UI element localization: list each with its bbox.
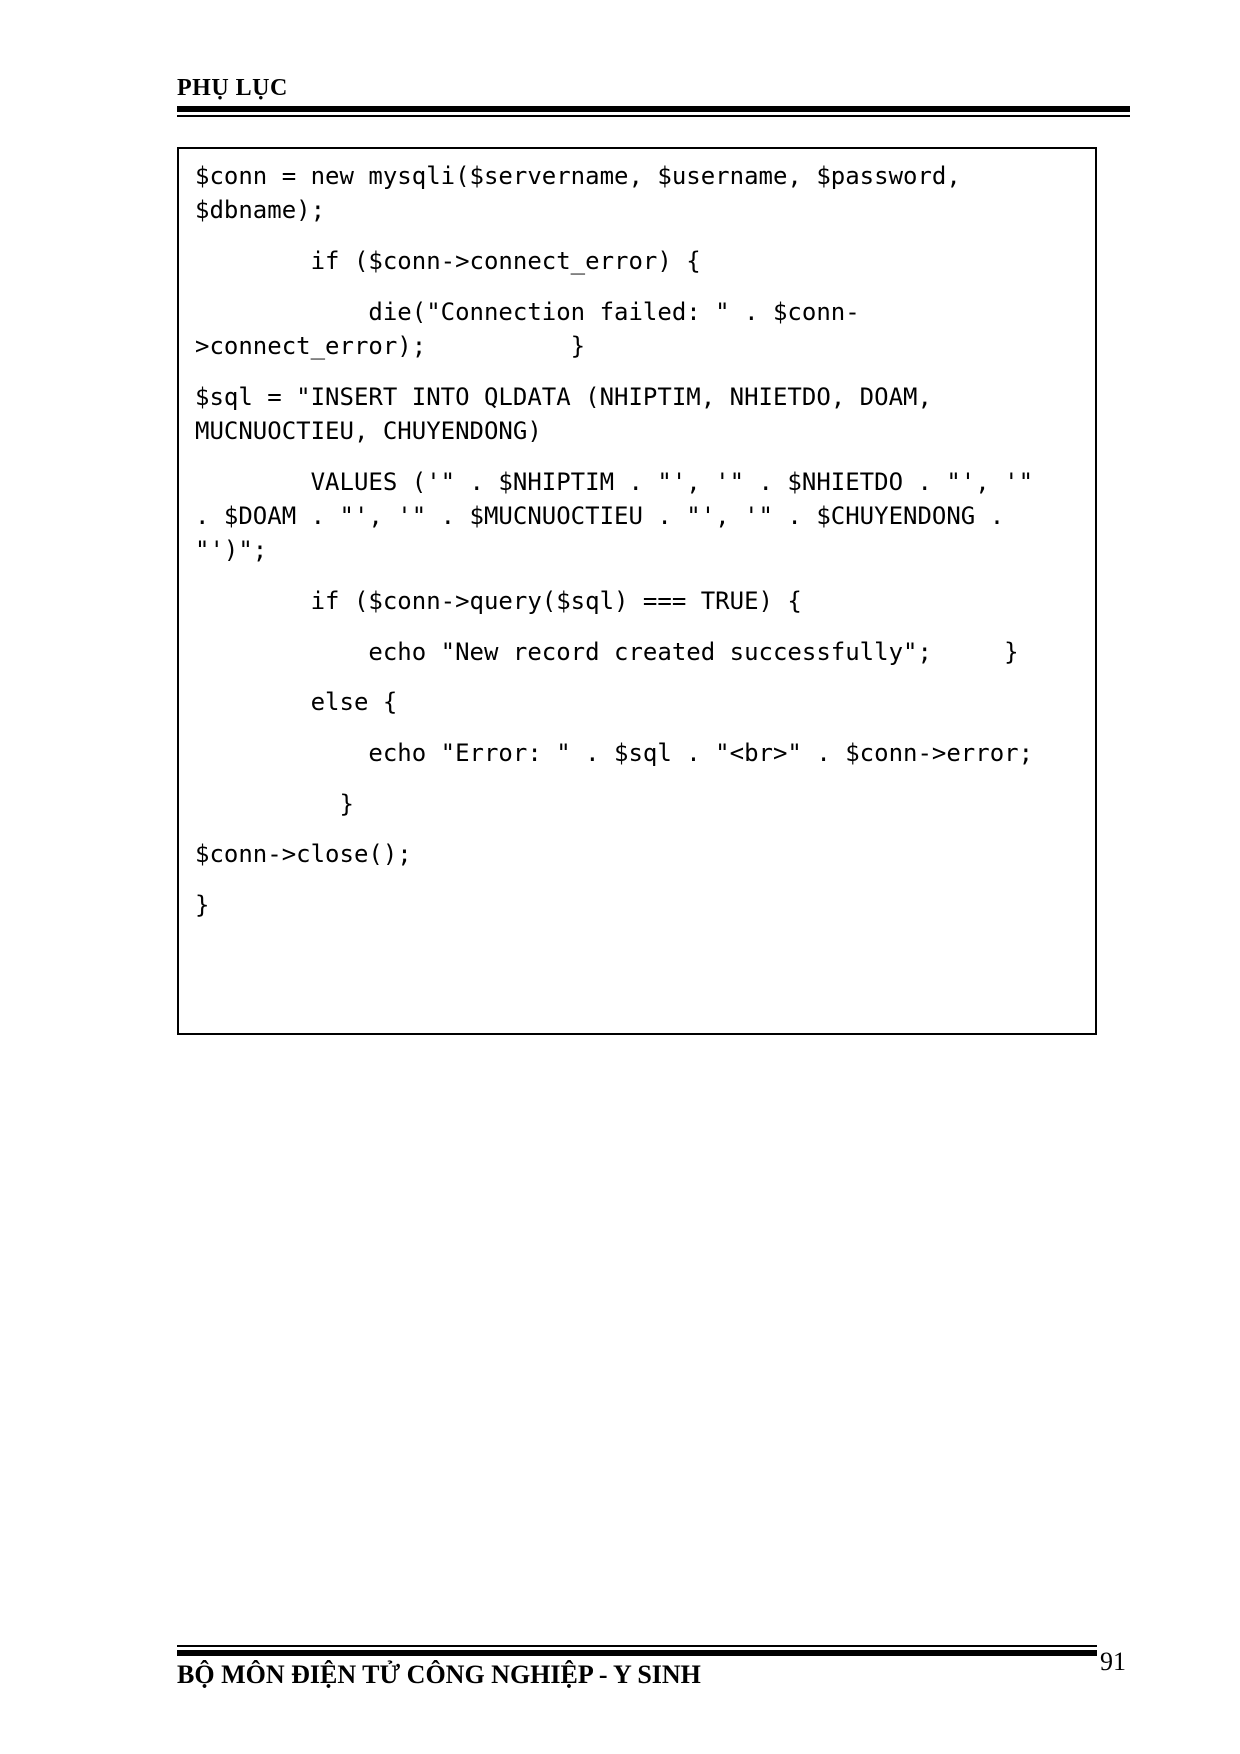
header-rule-thin [177,115,1130,117]
code-line-1: $conn = new mysqli($servername, $username, $password, [195,162,961,190]
code-line-10: "')"; [195,536,268,564]
code-line-2: $dbname); [195,196,326,224]
code-line-14: echo "Error: " . $sql . "<br>" . $conn->error; [195,739,1034,767]
code-line-6: $sql = "INSERT INTO QLDATA (NHIPTIM, NHIETDO, DOAM, [195,383,932,411]
code-line-7: MUCNUOCTIEU, CHUYENDONG) [195,417,542,445]
code-line-16: $conn->close(); [195,840,412,868]
code-line-5: >connect_error); } [195,332,586,360]
page-number: 91 [1100,1647,1126,1676]
code-line-8: VALUES ('" . $NHIPTIM . "', '" . $NHIETDO . "', '" [195,468,1034,496]
header-rule-thick [177,106,1130,112]
code-line-15: } [195,790,354,818]
footer-rule-thin [177,1645,1097,1647]
code-box [177,147,1097,1035]
code-line-11: if ($conn->query($sql) === TRUE) { [195,587,802,615]
code-line-17: } [195,891,210,919]
code-line-4: die("Connection failed: " . $conn- [195,298,860,326]
code-line-13: else { [195,688,398,716]
code-line-3: if ($conn->connect_error) { [195,247,701,275]
footer-department: BỘ MÔN ĐIỆN TỬ CÔNG NGHIỆP - Y SINH [177,1660,701,1689]
code-line-9: . $DOAM . "', '" . $MUCNUOCTIEU . "', '" . $CHUYENDONG . [195,502,1005,530]
header-title: PHỤ LỤC [177,75,288,101]
footer-rule-thick [177,1650,1097,1656]
code-line-12: echo "New record created successfully"; } [195,638,1019,666]
